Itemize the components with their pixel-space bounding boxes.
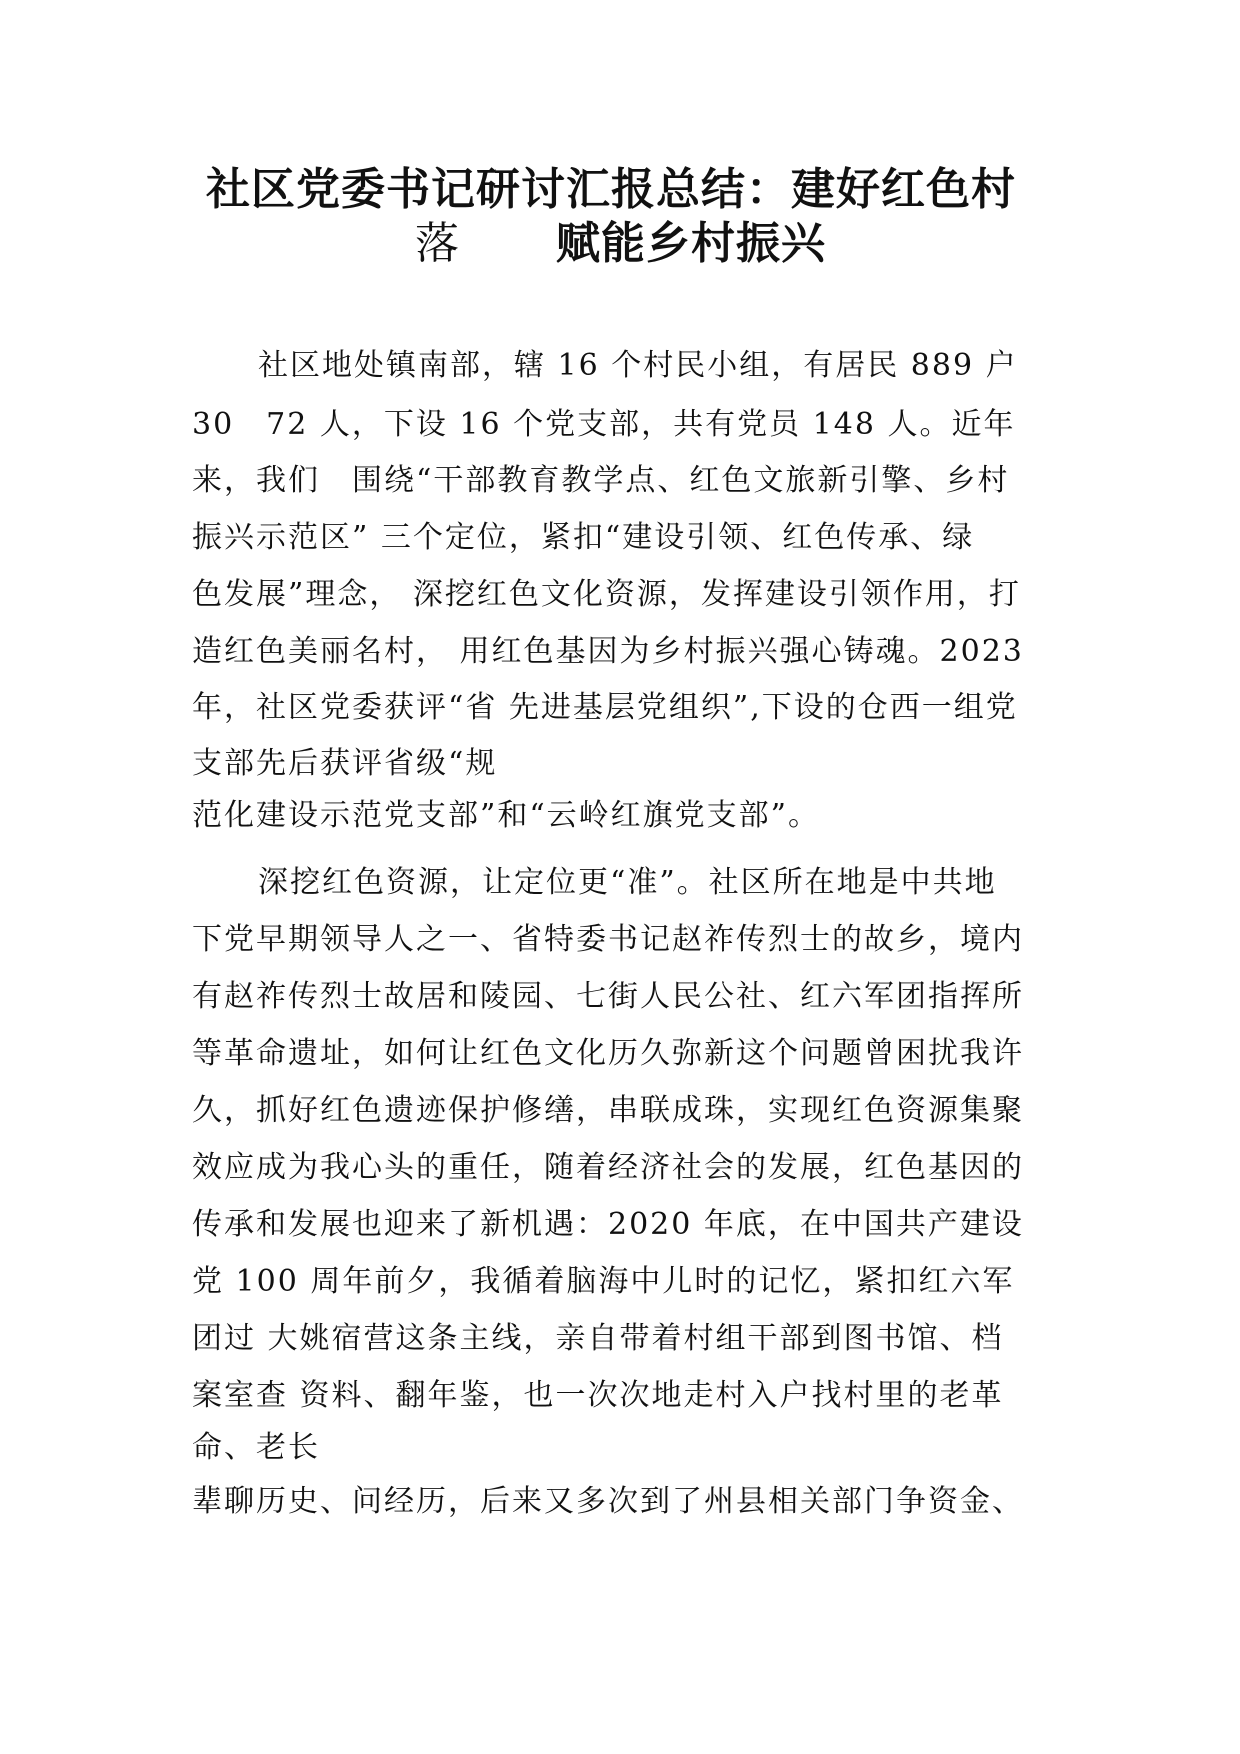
document-title-line-2: [415, 214, 1240, 274]
paragraph-1-line-8: 支部先后获评省级“规: [192, 746, 498, 781]
paragraph-2-line-9: 团过 大姚宿营这条主线，亲自带着村组干部到图书馆、档: [192, 1321, 1004, 1356]
paragraph-2-line-6: 效应成为我心头的重任，随着经济社会的发展，红色基因的: [192, 1150, 1024, 1185]
paragraph-1-line-7: 年，社区党委获评“省 先进基层党组织”,下设的仓西一组党: [192, 690, 1018, 725]
paragraph-1-line-4: 振兴示范区” 三个定位，紧扣“建设引领、红色传承、绿: [192, 520, 975, 555]
paragraph-2-line-8: 党 100 周年前夕，我循着脑海中儿时的记忆，紧扣红六军: [192, 1264, 1015, 1299]
paragraph-2-line-10: 案室查 资料、翻年鉴，也一次次地走村入户找村里的老革: [192, 1378, 1004, 1413]
paragraph-2-line-11: 命、老长: [192, 1430, 320, 1465]
paragraph-1-line-1: 社区地处镇南部，辖 16 个村民小组，有居民 889 户: [258, 348, 1018, 383]
paragraph-1-line-6: 造红色美丽名村， 用红色基因为乡村振兴强心铸魂。2023: [192, 634, 1024, 669]
paragraph-2-line-1: 深挖红色资源，让定位更“准”。社区所在地是中共地: [258, 865, 997, 900]
document-title-line-2-part-2: 赋能乡村振兴: [556, 218, 826, 269]
paragraph-2-line-3: 有赵祚传烈士故居和陵园、七街人民公社、红六军团指挥所: [192, 979, 1024, 1014]
document-title-line-1: 社区党委书记研讨汇报总结：建好红色村: [206, 164, 1016, 215]
paragraph-1-line-9: 范化建设示范党支部”和“云岭红旗党支部”。: [192, 798, 821, 833]
paragraph-1-line-2: 30 72 人，下设 16 个党支部，共有党员 148 人。近年: [192, 407, 1016, 442]
paragraph-2-line-12: 辈聊历史、问经历，后来又多次到了州县相关部门争资金、: [192, 1484, 1024, 1519]
paragraph-1-line-3: 来，我们 围绕“干部教育教学点、红色文旅新引擎、乡村: [192, 463, 1010, 498]
paragraph-1-line-5: 色发展”理念， 深挖红色文化资源，发挥建设引领作用，打: [192, 577, 1021, 612]
document-title-line-2-part-1: 落: [415, 218, 460, 269]
paragraph-2-line-7: 传承和发展也迎来了新机遇：2020 年底，在中国共产建设: [192, 1207, 1024, 1242]
paragraph-2-line-4: 等革命遗址，如何让红色文化历久弥新这个问题曾困扰我许: [192, 1036, 1024, 1071]
paragraph-2-line-2: 下党早期领导人之一、省特委书记赵祚传烈士的故乡，境内: [192, 922, 1024, 957]
paragraph-2-line-5: 久，抓好红色遗迹保护修缮，串联成珠，实现红色资源集聚: [192, 1093, 1024, 1128]
